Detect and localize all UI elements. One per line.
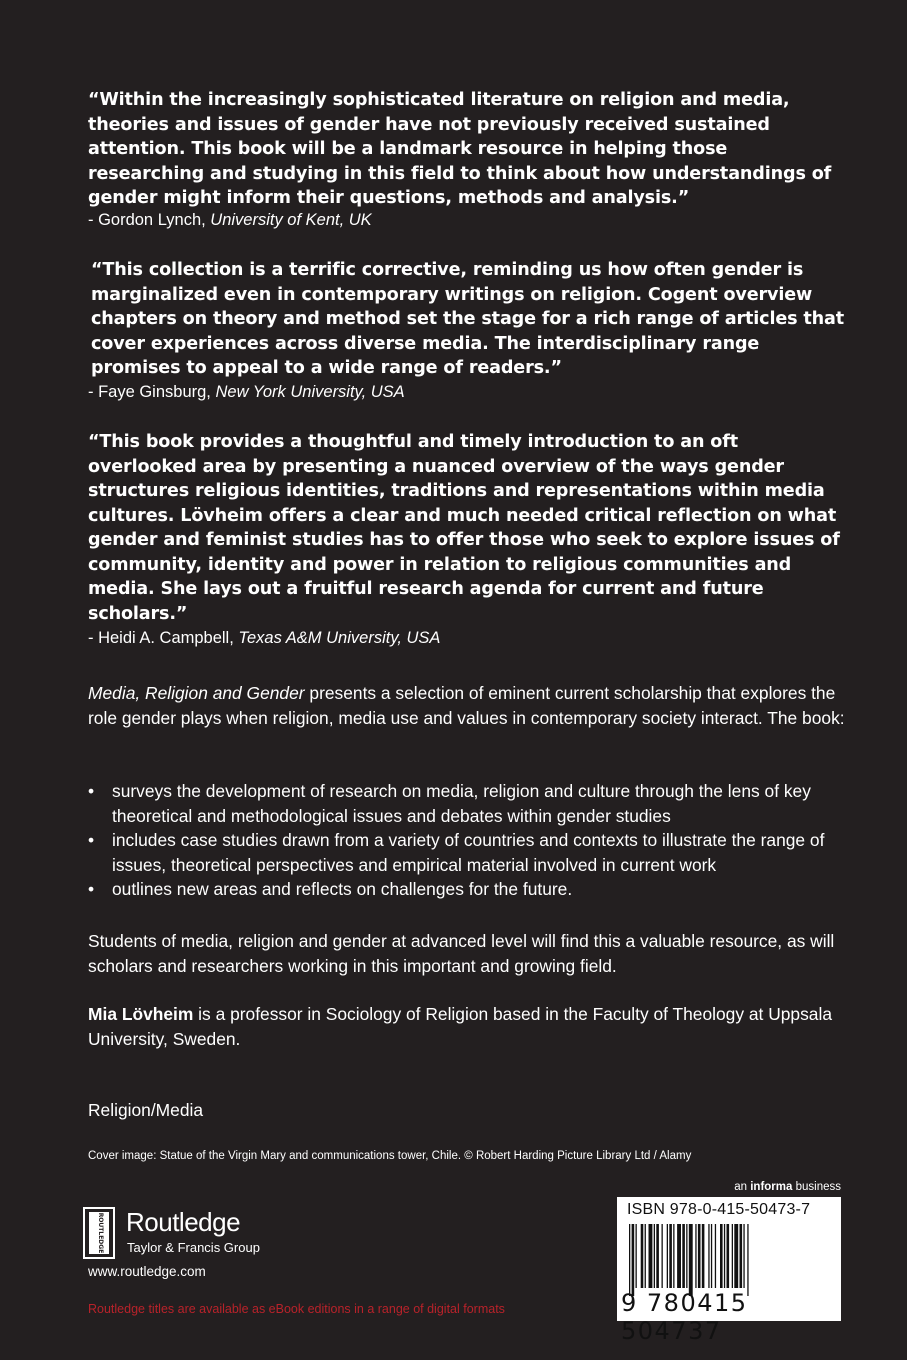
- quote-1: “Within the increasingly sophisticated literature on religion and media, theories and issues of gender have not previously received sustained attention. This book will be a landmark resource in helping those researching and studying in this field to think about how understandings of gender might inform their questions, methods and analysis.”: [88, 90, 832, 208]
- author-bio-text: is a professor in Sociology of Religion based in the Faculty of Theology at Uppsala University, Sweden.: [88, 1004, 833, 1049]
- barcode-bar: [632, 1224, 635, 1296]
- barcode-bar: [702, 1224, 705, 1288]
- barcode-bars: [629, 1224, 829, 1296]
- barcode-bar: [715, 1224, 716, 1288]
- quote-2: “This collection is a terrific corrective, reminding us how often gender is marginalized even in contemporary writings on religion. Cogent overview chapters on theory and method set the stage for a rich range of articles that cover experiences across diverse media. The interdisciplinary range promises to appeal to a wide range of readers.”: [91, 260, 845, 378]
- barcode-bar: [667, 1224, 668, 1288]
- book-title: Media, Religion and Gender: [88, 683, 305, 703]
- quote-1-affiliation: University of Kent, UK: [210, 211, 372, 229]
- routledge-logo-icon: [82, 1206, 118, 1260]
- list-item: • outlines new areas and reflects on challenges for the future.: [88, 877, 848, 902]
- barcode-bar: [654, 1224, 655, 1288]
- barcode-bar: [656, 1224, 659, 1288]
- barcode-bar: [673, 1224, 674, 1288]
- barcode-bar: [645, 1224, 646, 1288]
- barcode-bar: [740, 1224, 743, 1288]
- quote-3-attribution: [88, 627, 440, 649]
- barcode-bar: [743, 1224, 744, 1288]
- informa-business: [734, 1181, 841, 1193]
- barcode-bar: [669, 1224, 672, 1288]
- book-description: [88, 681, 848, 730]
- barcode-bar: [720, 1224, 723, 1288]
- publisher-url[interactable]: www.routledge.com: [88, 1264, 206, 1279]
- subject-category: Religion/Media: [88, 1100, 204, 1120]
- author-bio: [88, 1002, 848, 1051]
- list-item: • includes case studies drawn from a variety of countries and contexts to illustrate the range of issues, theoretical perspectives and empirical material involved in current work: [88, 828, 848, 877]
- isbn-number: ISBN 978-0-415-50473-7: [627, 1201, 811, 1218]
- barcode-bar: [629, 1224, 630, 1296]
- quote-3-affiliation: Texas A&M University, USA: [238, 629, 441, 647]
- barcode-bar: [686, 1224, 687, 1288]
- barcode-bar: [682, 1224, 685, 1288]
- quote-1-author: - Gordon Lynch,: [88, 211, 206, 229]
- audience-text: Students of media, religion and gender at advanced level will find this a valuable resource, as will scholars and researchers working in this important and growing field.: [88, 931, 835, 976]
- routledge-logo-text: ROUTLEDGE: [97, 1212, 104, 1254]
- quote-3-author: - Heidi A. Campbell,: [88, 629, 234, 647]
- barcode-digits: 9 780415 504737: [621, 1289, 748, 1345]
- list-item: • surveys the development of research on media, religion and culture through the lens of key theoretical and methodological issues and debates within gender studies: [88, 779, 848, 828]
- barcode-bar: [677, 1224, 681, 1288]
- book-description-text: presents a selection of eminent current scholarship that explores the role gender plays when religion, media use and values in contemporary society interact. The book:: [88, 683, 845, 728]
- ebook-note: Routledge titles are available as eBook editions in a range of digital formats: [88, 1302, 505, 1316]
- quote-1-attribution: [88, 209, 372, 231]
- barcode-bar: [695, 1224, 696, 1288]
- quote-2-author: - Faye Ginsburg,: [88, 383, 211, 401]
- barcode-bar: [649, 1224, 653, 1288]
- barcode-bar: [636, 1224, 637, 1288]
- barcode-bar: [641, 1224, 644, 1288]
- publisher-name: Routledge: [126, 1207, 241, 1237]
- informa-prefix: an: [734, 1181, 748, 1193]
- cover-credit: Cover image: Statue of the Virgin Mary and communications tower, Chile. © Robert Harding Picture Library Ltd / Alamy: [88, 1150, 692, 1162]
- publisher-group: Taylor & Francis Group: [127, 1240, 260, 1255]
- barcode-bar: [747, 1224, 748, 1296]
- barcode-bar: [711, 1224, 712, 1288]
- barcode-bar: [708, 1224, 709, 1288]
- informa-suffix: business: [795, 1181, 841, 1193]
- isbn-barcode: [617, 1197, 841, 1345]
- quote-2-affiliation: New York University, USA: [215, 383, 405, 401]
- barcode-bar: [727, 1224, 730, 1288]
- barcode-bar: [732, 1224, 733, 1288]
- barcode-bar: [689, 1224, 693, 1296]
- barcode-bar: [724, 1224, 725, 1288]
- author-name: Mia Lövheim: [88, 1004, 194, 1024]
- barcode-bar: [662, 1224, 663, 1288]
- barcode-bar: [734, 1224, 738, 1288]
- quote-3: “This book provides a thoughtful and timely introduction to an oft overlooked area by presenting a nuanced overview of the ways gender structures religious identities, traditions and representations within media cultures. Lövheim offers a clear and much needed critical reflection on what gender and feminist studies has to offer those who seek to explore issues of community, identity and power in relation to religious communities and media. She lays out a fruitful research agenda for current and future scholars.”: [88, 432, 840, 624]
- barcode-bar: [698, 1224, 701, 1288]
- informa-word: informa: [750, 1181, 793, 1193]
- quote-2-attribution: [88, 381, 405, 403]
- feature-list: [88, 779, 848, 902]
